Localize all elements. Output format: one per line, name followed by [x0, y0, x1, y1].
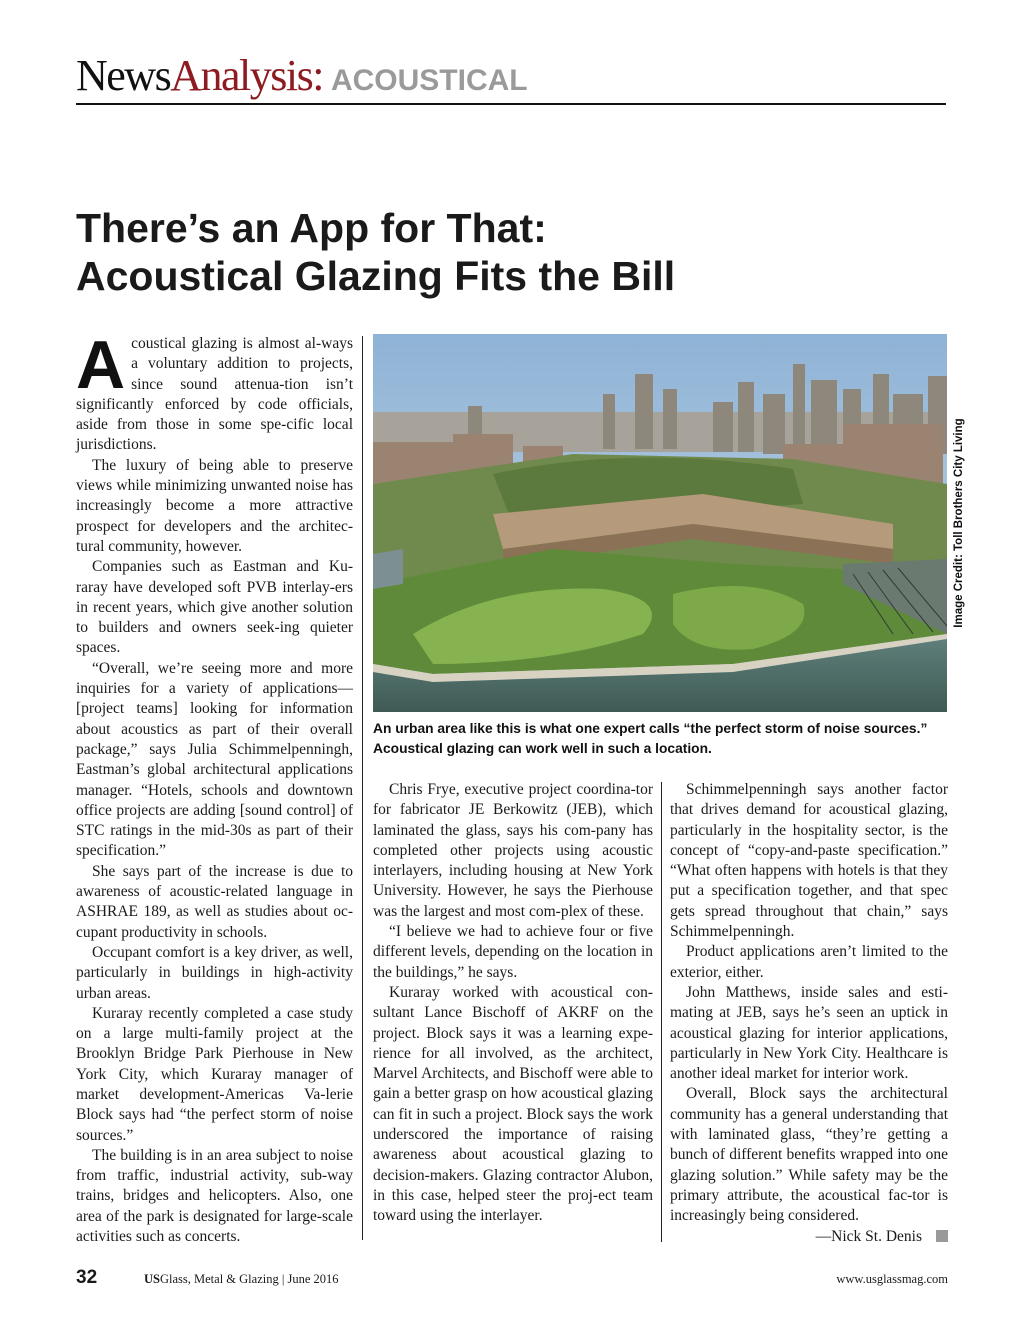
paragraph-text: coustical glazing is almost al-ways a voluntary addition to projects, since sound attenua-tion isn’t significantly enforced by code officials, aside from those in some spe-cific local jurisdictions.: [76, 335, 353, 454]
image-credit: [950, 334, 968, 712]
paragraph: Chris Frye, executive project coordina-tor for fabricator JE Berkowitz (JEB), which laminated the glass, says his com-pany has completed other projects using acoustic interlayers, including housing at New York University. However, he says the Pierhouse was the largest and most com-plex of these.: [373, 781, 653, 920]
headline-line-1: There’s an App for That:: [76, 205, 547, 251]
page-number: 32: [76, 1267, 98, 1288]
paragraph: “Overall, we’re seeing more and more inquiries for a variety of applications—[project teams] looking for information about acoustics as part of their overall package,” says Julia Schimmelpenningh, Eastman’s global architectural applications manager. “Hotels, schools and downtown office projects are adding [sound control] of STC ratings in the mid-30s as part of their specification.”: [76, 659, 353, 860]
column-divider: [362, 336, 363, 1240]
paragraph: “I believe we had to achieve four or five different levels, depending on the location in the buildings,” he says.: [373, 923, 653, 981]
header-section-label: ACOUSTICAL: [330, 64, 528, 97]
paragraph: The building is in an area subject to noise from traffic, industrial activity, sub-way trains, bridges and helicopters. Also, one area of the park is designated for large-scale activities such as concerts.: [76, 1146, 353, 1246]
drop-cap: A: [76, 327, 126, 403]
aerial-city-photo: [373, 334, 947, 712]
page-footer: [76, 1267, 948, 1291]
paragraph: The luxury of being able to preserve views while minimizing unwanted noise has increasingly become a more attractive prospect for developers and the architec-tural community, however.: [76, 456, 353, 555]
author-signature: [670, 1227, 948, 1247]
website-url: www.usglassmag.com: [836, 1272, 948, 1286]
paragraph: Overall, Block says the architectural community has a general understanding that with laminated glass, “they’re getting a bunch of different benefits wrapped into one glazing solution.” While safety may be the primary attribute, the acoustical fac-tor is increasingly being considered.: [670, 1085, 948, 1225]
publication-info: [144, 1272, 339, 1287]
header-title: [76, 50, 528, 101]
footer-separator: |: [281, 1272, 285, 1286]
header-analysis: Analysis:: [170, 51, 323, 100]
header-rule: [76, 103, 946, 105]
publication-name: Glass, Metal & Glazing: [159, 1272, 279, 1286]
article-column-2: [373, 780, 653, 1227]
headline-line-2: Acoustical Glazing Fits the Bill: [76, 253, 676, 299]
paragraph: Product applications aren’t limited to the exterior, either.: [670, 943, 948, 981]
author-name: —Nick St. Denis: [815, 1227, 922, 1245]
column-divider: [661, 782, 662, 1242]
photo-caption: An urban area like this is what one expert calls “the perfect storm of noise sources.” Acoustical glazing can work well in such a location.: [373, 721, 928, 756]
article-column-3: [670, 780, 948, 1247]
article-column-1: [76, 327, 353, 1247]
header-news: News: [76, 51, 171, 100]
paragraph: Kuraray recently completed a case study on a large multi-family project at the Brooklyn Bridge Park Pierhouse in New York City, which Kuraray manager of market development-Americas Va-lerie Block says had “the perfect storm of noise sources.”: [76, 1004, 353, 1144]
paragraph: John Matthews, inside sales and esti-mating at JEB, says he’s seen an uptick in acoustical glazing for interior applications, particularly in New York City. Healthcare is another ideal market for interior work.: [670, 983, 948, 1083]
paragraph: Kuraray worked with acoustical con-sultant Lance Bischoff of AKRF on the project. Block says it was a learning expe-rience for all involved, as the architect, Marvel Architects, and Bischoff were able to gain a better grasp on how acoustical glazing can fit in such a project. Block says the work underscored the importance of raising awareness about acoustical glazing to decision-makers. Glazing contractor Alubon, in this case, helped steer the proj-ect team toward using the interlayer.: [373, 983, 653, 1225]
issue-date: June 2016: [287, 1272, 339, 1286]
image-credit-text: Image Credit: Toll Brothers City Living: [953, 418, 965, 628]
paragraph: Companies such as Eastman and Ku-raray have developed soft PVB interlay-ers in recent years, which give another solution to builders and owners seek-ing quieter spaces.: [76, 558, 353, 657]
paragraph: Occupant comfort is a key driver, as well, particularly in buildings in high-activity urban areas.: [76, 943, 353, 1002]
section-header: [76, 44, 946, 104]
end-mark-icon: [936, 1230, 948, 1242]
paragraph: She says part of the increase is due to awareness of acoustic-related language in ASHRAE 189, as well as studies about oc-cupant productivity in schools.: [76, 862, 353, 941]
paragraph: [76, 327, 353, 456]
article-headline: [76, 204, 956, 300]
paragraph: Schimmelpenningh says another factor that drives demand for acoustical glazing, particularly in the hospitality sector, is the concept of “copy-and-paste specification.” “What often happens with hotels is that they put a specification together, and that spec gets spread throughout that chain,” says Schimmelpenningh.: [670, 781, 948, 941]
publication-us: US: [144, 1272, 160, 1286]
